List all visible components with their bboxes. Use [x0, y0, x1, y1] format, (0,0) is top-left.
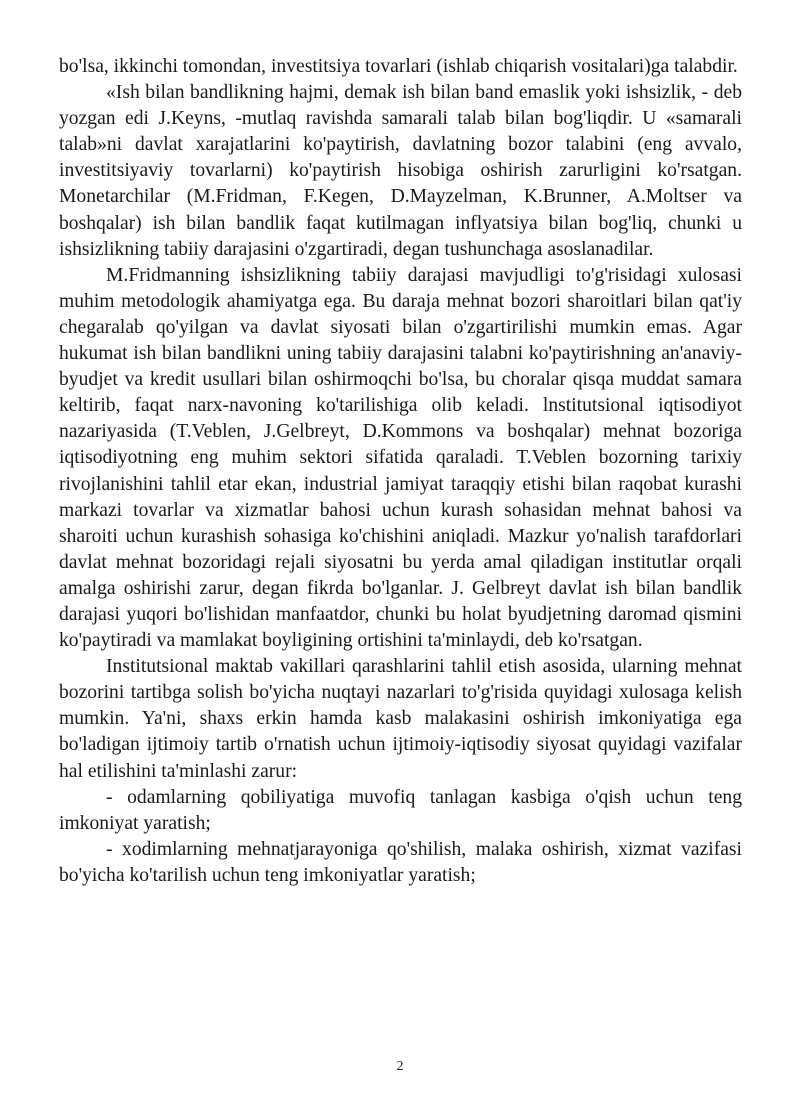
- document-body: [59, 54, 742, 889]
- paragraph-friedman: M.Fridmanning ishsizlikning tabiiy darajasi mavjudligi to'g'risidagi xulosasi muhim metodologik ahamiyatga ega. Bu daraja mehnat bozori sharoitlari bilan qat'iy chegaralab qo'yilgan va davlat siyosati bilan o'zgartirilishi mumkin emas. Agar hukumat ish bilan bandlikni uning tabiiy darajasini talabni ko'paytirishning an'anaviy- byudjet va kredit usullari bilan oshirmoqchi bo'lsa, bu choralar qisqa muddat samara keltirib, faqat narx-navoning ko'tarilishiga olib keladi. lnstitutsional iqtisodiyot nazariyasida (T.Veblen, J.Gelbreyt, D.Kommons va boshqalar) mehnat bozoriga iqtisodiyotning eng muhim sektori sifatida qaraladi. T.Veblen bozorning tarixiy rivojlanishini tahlil etar ekan, industrial jamiyat taraqqiy etishi bilan raqobat kurashi markazi tovarlar va xizmatlar bahosi uchun kurash sohasidan mehnat bahosi va sharoiti uchun kurashish sohasiga ko'chishini aniqladi. Mazkur yo'nalish tarafdorlari davlat mehnat bozoridagi rejali siyosatni bu yerda amal qiladigan institutlar orqali amalga oshirishi zarur, degan fikrda bo'lganlar. J. Gelbreyt davlat ish bilan bandlik darajasi yuqori bo'lishidan manfaatdor, chunki bu holat byudjetning daromad qismini ko'paytiradi va mamlakat boyligining ortishini ta'minlaydi, deb ko'rsatgan.: [59, 264, 742, 652]
- paragraph-continuation: bo'lsa, ikkinchi tomondan, investitsiya tovarlari (ishlab chiqarish vositalari)ga talabdir.: [59, 56, 738, 77]
- paragraph-institutional: Institutsional maktab vakillari qarashlarini tahlil etish asosida, ularning mehnat bozorini tartibga solish bo'yicha nuqtayi nazarlari to'g'risida quyidagi xulosaga kelish mumkin. Ya'ni, shaxs erkin hamda kasb malakasini oshirish imkoniyatiga ega bo'ladigan ijtimoiy tartib o'rnatish uchun ijtimoiy-iqtisodiy siyosat quyidagi vazifalar hal etilishini ta'minlashi zarur:: [59, 656, 742, 782]
- page-number: 2: [396, 1059, 404, 1074]
- paragraph-keynes: «Ish bilan bandlikning hajmi, demak ish bilan band emaslik yoki ishsizlik, - deb yozgan edi J.Keyns, -mutlaq ravishda samarali talab bilan bog'liqdir. U «samarali talab»ni davlat xarajatlarini ko'paytirish, davlatning bozor talabini (eng avvalo, investitsiyaviy tovarlarni) ko'paytirish hisobiga oshirish zarurligini ko'rsatgan. Monetarchilar (M.Fridman, F.Kegen, D.Mayzelman, K.Brunner, A.Moltser va boshqalar) ish bilan bandlik faqat kutilmagan inflyatsiya bilan bog'liq, chunki u ishsizlikning tabiiy darajasini o'zgartiradi, degan tushunchaga asoslanadilar.: [59, 82, 742, 260]
- list-item: - xodimlarning mehnatjarayoniga qo'shilish, malaka oshirish, xizmat vazifasi bo'yicha ko'tarilish uchun teng imkoniyatlar yaratish;: [59, 838, 742, 886]
- list-item: - odamlarning qobiliyatiga muvofiq tanlagan kasbiga o'qish uchun teng imkoniyat yaratish;: [59, 786, 742, 834]
